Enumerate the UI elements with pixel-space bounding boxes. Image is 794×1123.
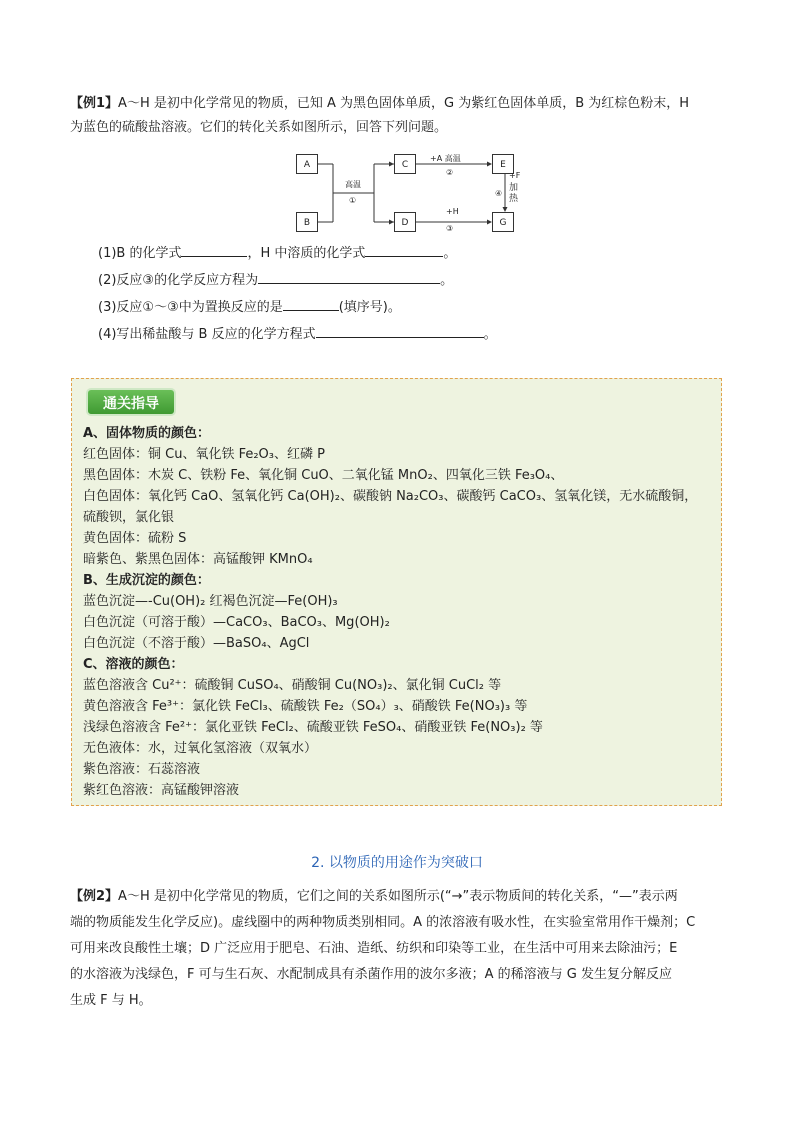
node-a: A: [296, 154, 318, 174]
guide-line: 白色沉淀（可溶于酸）—CaCO₃、BaCO₃、Mg(OH)₂: [83, 615, 390, 630]
guide-line: 黑色固体：木炭 C、铁粉 Fe、氧化铜 CuO、二氧化锰 MnO₂、四氧化三铁 Fe₃O₄、: [83, 468, 564, 483]
guide-line: 暗紫色、紫黑色固体：高锰酸钾 KMnO₄: [83, 552, 313, 567]
guide-heading-c: C、溶液的颜色：: [83, 657, 184, 672]
answer-blank-1b[interactable]: [365, 242, 443, 257]
node-c: C: [394, 154, 416, 174]
label-c-to-e: +A 高温: [430, 154, 461, 163]
guide-line: 紫红色溶液：高锰酸钾溶液: [83, 783, 240, 798]
question-3: (3)反应①～③中为置换反应的是 (填序号)。: [98, 296, 401, 318]
guide-line: 蓝色溶液含 Cu²⁺：硫酸铜 CuSO₄、硝酸铜 Cu(NO₃)₂、氯化铜 CuCl₂ 等: [83, 678, 502, 693]
answer-blank-1a[interactable]: [181, 242, 247, 257]
label-reaction-1: ①: [349, 196, 357, 205]
guide-line: 黄色溶液含 Fe³⁺：氯化铁 FeCl₃、硫酸铁 Fe₂（SO₄）₃、硝酸铁 Fe(NO₃)₃ 等: [83, 699, 528, 714]
question-1: (1)B 的化学式 ，H 中溶质的化学式 。: [98, 242, 456, 264]
guide-line: 无色液体：水，过氧化氢溶液（双氧水）: [83, 741, 318, 756]
guide-line: 紫色溶液：石蕊溶液: [83, 762, 201, 777]
node-g: G: [492, 212, 514, 232]
question-2: (2)反应③的化学反应方程为 。: [98, 269, 453, 291]
example2-line5: 生成 F 与 H。: [70, 993, 152, 1008]
guide-line: 黄色固体：硫粉 S: [83, 531, 187, 546]
example2-text: [70, 884, 730, 1014]
guide-line: 浅绿色溶液含 Fe²⁺：氯化亚铁 FeCl₂、硫酸亚铁 FeSO₄、硝酸亚铁 Fe(NO₃)₂ 等: [83, 720, 543, 735]
guide-heading-a: A、固体物质的颜色：: [83, 426, 211, 441]
guide-line: 蓝色沉淀—-Cu(OH)₂ 红褐色沉淀—Fe(OH)₃: [83, 594, 338, 609]
label-reaction-3: ③: [446, 224, 454, 233]
answer-blank-3[interactable]: [283, 296, 339, 311]
label-heat-1: 加: [509, 183, 519, 193]
guide-line: 白色固体：氧化钙 CaO、氢氧化钙 Ca(OH)₂、碳酸钠 Na₂CO₃、碳酸钙 CaCO₃、氢氧化镁，无水硫酸铜，: [83, 489, 698, 504]
guide-line: 硫酸钡，氯化银: [83, 510, 175, 525]
example1-line1: 【例1】A～H 是初中化学常见的物质，已知 A 为黑色固体单质，G 为紫红色固体单质，B 为红棕色粉末，H: [70, 96, 690, 111]
answer-blank-2[interactable]: [258, 269, 440, 284]
label-heat-2: 热: [509, 194, 519, 204]
example2-label: 【例2】: [70, 889, 119, 904]
label-d-to-g: +H: [446, 207, 459, 216]
example2-line4: 的水溶液为浅绿色，F 可与生石灰、水配制成具有杀菌作用的波尔多液；A 的稀溶液与 G 发生复分解反应: [70, 967, 672, 982]
guide-heading-b: B、生成沉淀的颜色：: [83, 573, 210, 588]
guide-line: 红色固体：铜 Cu、氧化铁 Fe₂O₃、红磷 P: [83, 447, 325, 462]
example2-line2: 端的物质能发生化学反应)。虚线圈中的两种物质类别相同。A 的浓溶液有吸水性，在实验室常用作干燥剂；C: [70, 915, 696, 930]
example2-line1: 【例2】A～H 是初中化学常见的物质，它们之间的关系如图所示(“→”表示物质间的转化关系，“—”表示两: [70, 889, 678, 904]
node-d: D: [394, 212, 416, 232]
node-b: B: [296, 212, 318, 232]
guide-badge: 通关指导: [86, 388, 176, 416]
question-4: (4)写出稀盐酸与 B 反应的化学方程式 。: [98, 323, 497, 345]
example2-line3: 可用来改良酸性土壤；D 广泛应用于肥皂、石油、造纸、纺织和印染等工业，在生活中可用来去除油污；E: [70, 941, 678, 956]
node-e: E: [492, 154, 514, 174]
example1-label: 【例1】: [70, 96, 119, 111]
example1-line2: 为蓝色的硫酸盐溶液。它们的转化关系如图所示，回答下列问题。: [70, 120, 448, 135]
label-reaction-4: ④: [495, 189, 503, 198]
label-e-to-g: +F: [509, 171, 521, 180]
label-reaction-2: ②: [446, 168, 454, 177]
example1-text: [70, 92, 730, 140]
section-2-title: 2. 以物质的用途作为突破口: [311, 855, 483, 871]
label-high-temp: 高温: [345, 180, 361, 189]
reaction-diagram: [296, 152, 524, 236]
guide-box: [71, 378, 722, 806]
guide-line: 白色沉淀（不溶于酸）—BaSO₄、AgCl: [83, 636, 310, 651]
answer-blank-4[interactable]: [316, 323, 484, 338]
